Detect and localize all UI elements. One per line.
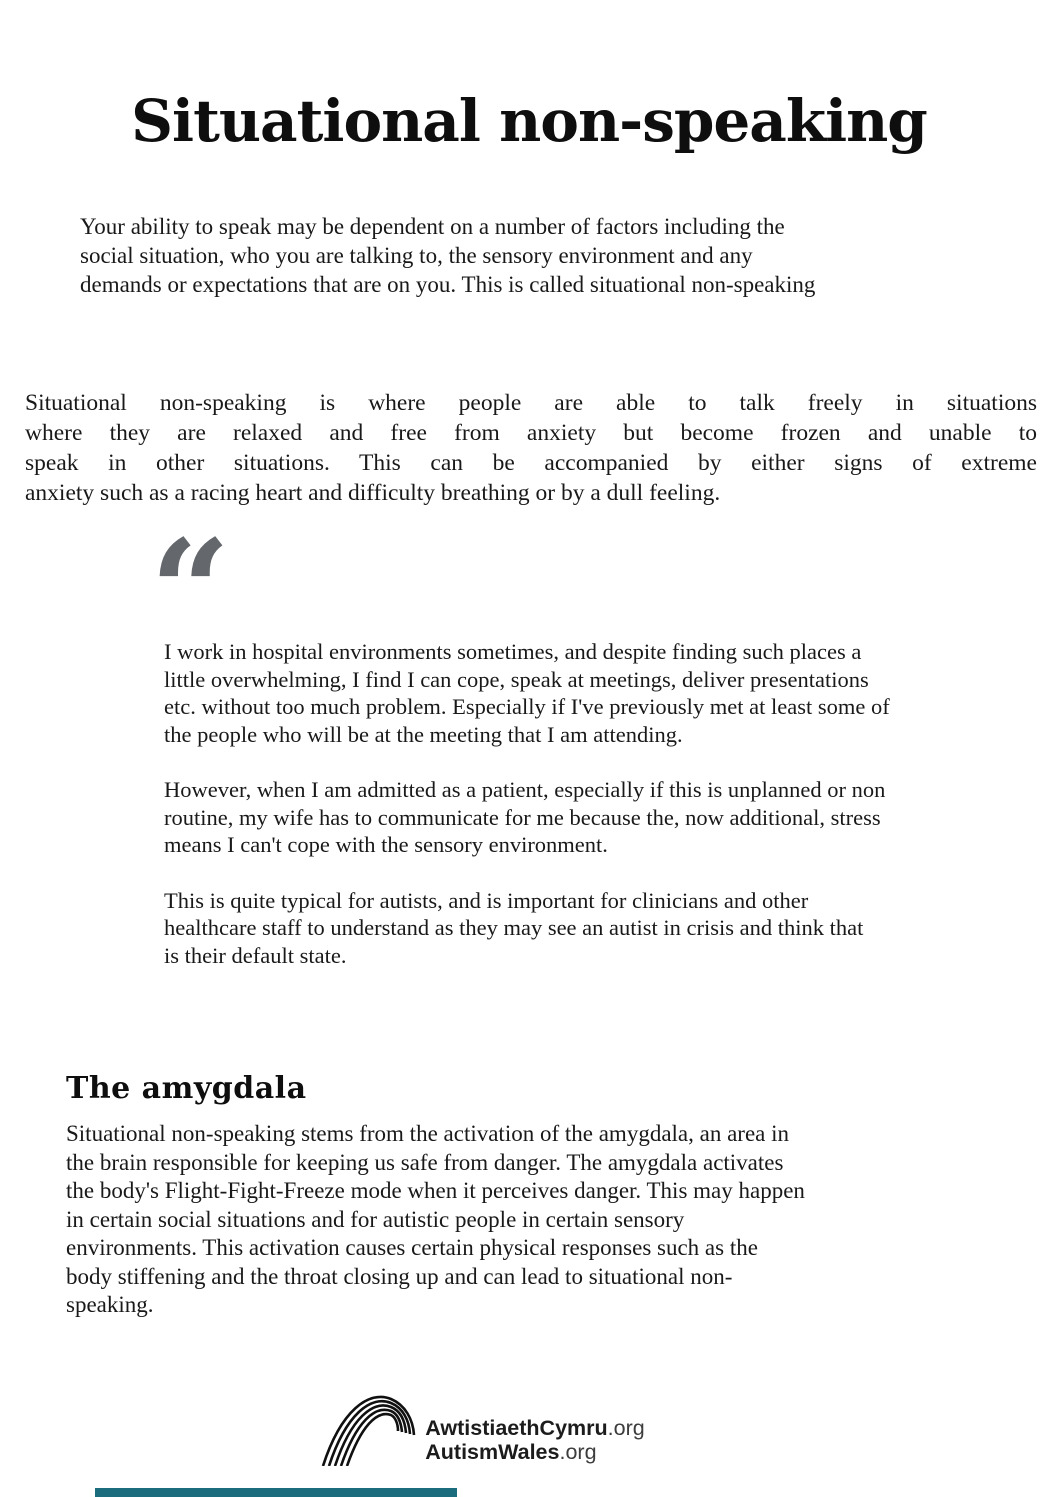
text-line: routine, my wife has to communicate for me because the, now additional, stress bbox=[164, 804, 881, 830]
text-line: demands or expectations that are on you. This is called situational non-speaking bbox=[80, 272, 816, 297]
text-line: This is quite typical for autists, and is important for clinicians and other bbox=[164, 887, 809, 913]
text-line: means I can't cope with the sensory environment. bbox=[164, 832, 608, 857]
page-title: Situational non-speaking bbox=[131, 86, 927, 155]
footer-accent-bar bbox=[95, 1488, 457, 1497]
text-line: body stiffening and the throat closing up and can lead to situational non- bbox=[66, 1263, 733, 1289]
section-heading-amygdala: The amygdala bbox=[66, 1070, 307, 1106]
text-line: Situational non-speaking is where people are able to talk freely in situations bbox=[25, 390, 1037, 416]
text-line: I work in hospital environments sometimes, and despite finding such places a bbox=[164, 639, 862, 664]
text-line: the body's Flight-Fight-Freeze mode when it perceives danger. This may happen bbox=[66, 1178, 805, 1203]
opening-quote-icon: “ bbox=[150, 510, 231, 674]
text-line: etc. without too much problem. Especially if I've previously met at least some of bbox=[164, 694, 890, 719]
text-line: healthcare staff to understand as they may see an autist in crisis and think that bbox=[164, 915, 864, 940]
text-line: However, when I am admitted as a patient, especially if this is unplanned or non bbox=[164, 777, 886, 802]
footer-logo-text bbox=[425, 1416, 644, 1466]
quote-block bbox=[164, 638, 1026, 997]
text-line: environments. This activation causes certain physical responses such as the bbox=[66, 1235, 758, 1260]
intro-paragraph bbox=[80, 212, 990, 299]
text-line: anxiety such as a racing heart and difficulty breathing or by a dull feeling. bbox=[25, 480, 721, 506]
lead-paragraph bbox=[25, 388, 1037, 508]
text-line: the brain responsible for keeping us safe from danger. The amygdala activates bbox=[66, 1149, 784, 1175]
quote-paragraph-1 bbox=[164, 638, 1026, 748]
footer-logo bbox=[0, 1390, 1058, 1466]
text-line: in certain social situations and for autistic people in certain sensory bbox=[66, 1206, 685, 1232]
text-line: speaking. bbox=[66, 1292, 154, 1317]
text-line: is their default state. bbox=[164, 942, 347, 968]
text-line: little overwhelming, I find I can cope, speak at meetings, deliver presentations bbox=[164, 666, 869, 692]
text-line: speak in other situations. This can be accompanied by either signs of extreme bbox=[25, 450, 1037, 476]
text-line: Situational non-speaking stems from the activation of the amygdala, an area in bbox=[66, 1121, 790, 1146]
quote-paragraph-2 bbox=[164, 776, 1026, 859]
text-line: social situation, who you are talking to, the sensory environment and any bbox=[80, 243, 753, 268]
text-line: where they are relaxed and free from anxiety but become frozen and unable to bbox=[25, 420, 1037, 446]
autism-wales-arch-icon bbox=[317, 1390, 419, 1466]
amygdala-paragraph bbox=[66, 1120, 956, 1320]
quote-paragraph-3 bbox=[164, 887, 1026, 970]
text-line: the people who will be at the meeting that I am attending. bbox=[164, 721, 683, 747]
logo-line-english: AutismWales.org bbox=[425, 1440, 597, 1464]
text-line: Your ability to speak may be dependent on a number of factors including the bbox=[80, 214, 785, 239]
logo-line-welsh: AwtistiaethCymru.org bbox=[425, 1416, 645, 1440]
